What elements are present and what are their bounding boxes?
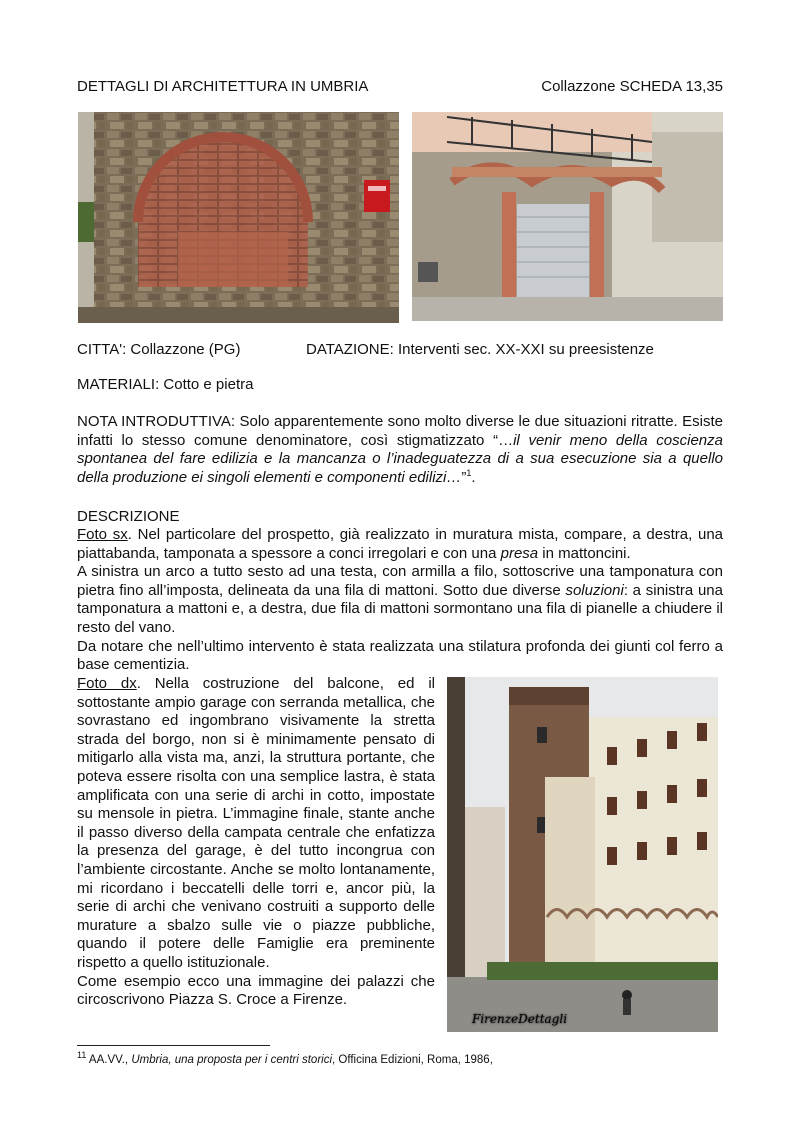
photo-left-label: Foto sx [77,526,128,543]
page-title: DETTAGLI DI ARCHITETTURA IN UMBRIA [77,78,369,95]
photo-watermark: FirenzeDettagli [472,1012,568,1026]
photo-bottom [447,677,718,1032]
photo-left-text-end: in mattoncini. [538,544,631,562]
photo-left [78,112,399,323]
card-reference: Collazzone SCHEDA 13,35 [541,78,723,95]
description-joints-paragraph: Da notare che nell’ultimo intervento è stata realizzata una stilatura profonda dei giunti col ferro a base cementizia. [77,637,723,674]
intro-note-quote: il venir meno della coscienza spontanea del fare edilizia e la mancanza o l’inadeguatezza di a sua esecuzione sia a quello della produzione ei singoli elementi e componenti edilizi… [77,431,723,486]
presa-word: presa [500,544,539,562]
description-upper [77,526,723,675]
balcony-garage-photo [412,112,723,321]
example-paragraph: Come esempio ecco una immagine dei palazzi che circoscrivono Piazza S. Croce a Firenze. [77,972,435,1009]
footnote-publisher: , Officina Edizioni, Roma, 1986, [332,1054,493,1066]
description-lower [77,675,435,1010]
dating-field: DATAZIONE: Interventi sec. XX-XXI su preesistenze [306,341,654,358]
arch-text-end: : a sinistra una tamponatura a mattoni e, a destra, due fila di mattoni sormontano una fila di pianelle a chiudere il resto del vano. [77,581,723,636]
description-heading: DESCRIZIONE [77,508,180,525]
photo-right [412,112,723,321]
brick-wall-arch-photo [78,112,399,323]
materials-field: MATERIALI: Cotto e pietra [77,376,254,393]
florence-palazzi-photo [447,677,718,1032]
intro-note-close-quote: ” [461,468,467,486]
description-arch-paragraph [77,563,723,637]
description-photo-left-paragraph [77,526,723,563]
arch-text: A sinistra un arco a tutto sesto ad una testa, con armilla a filo, sottoscrive una tamponatura con pietra fino all’imposta, delineata da una fila di mattoni. Sotto due diverse [77,563,723,599]
footnote [77,1050,493,1066]
footnote-number: 11 [77,1050,87,1061]
intro-note [77,413,723,487]
intro-note-period: . [471,468,476,486]
footnote-author: AA.VV., [86,1054,132,1066]
footnote-reference: 1 [466,467,472,478]
city-field: CITTA': Collazzone (PG) [77,341,241,358]
photo-left-text: . Nel particolare del prospetto, già realizzato in muratura mista, compare, a destra, una piattabanda, tamponata a spessore a conci irregolari e con una [77,526,724,562]
intro-note-text: Solo apparentemente sono molto diverse le due situazioni ritratte. Esiste infatti lo stesso comune denominatore, così stigmatizzato “… [77,413,723,449]
photo-right-text: . Nella costruzione del balcone, ed il sottostante ampio garage con serranda metallica, che sovrastano ed ingombrano visivamente la stretta strada del borgo, non si è minimamente pensato di mitigarlo alla vista ma, anzi, la struttura portante, che poteva essere risolta con una semplice lastra, è stata amplificata con una serie di archi in cotto, impostate su mensole in pietra. L’immagine finale, stante anche il passo diverso della campata centrale che enfatizza la presenza del garage, è del tutto incongrua con l’ambiente circostante. Anche se molto lontanamente, mi ricordano i beccatelli delle torri e, ancor più, la serie di archi che venivano costruiti a supporto delle murature a sbalzo sulle vie o piazze pubbliche, quando il potere delle Famiglie era preminente rispetto a quello istituzionale. [77,675,435,971]
photo-right-label: Foto dx [77,675,137,692]
footnote-separator [77,1045,270,1046]
intro-note-label: NOTA INTRODUTTIVA: [77,413,236,430]
soluzioni-word: soluzioni [565,581,624,599]
footnote-title: Umbria, una proposta per i centri storici [131,1054,333,1066]
description-photo-right-paragraph [77,675,435,973]
